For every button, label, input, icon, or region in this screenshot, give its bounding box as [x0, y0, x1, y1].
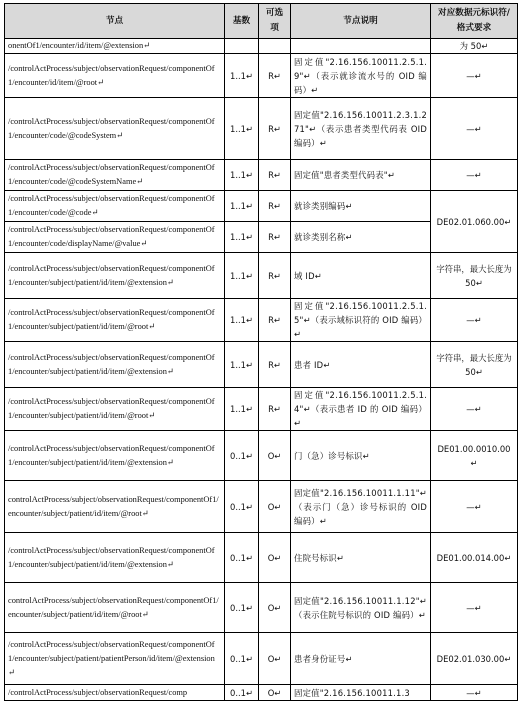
node-description: 域 ID↵ — [291, 253, 431, 299]
format-requirement: DE01.00.014.00↵ — [431, 533, 518, 583]
node-path: controlActProcess/subject/observationRequest/componentOf1/encounter/subject/patient/id/item/@root↵ — [5, 583, 225, 633]
table-row — [5, 342, 518, 388]
format-requirement: —↵ — [431, 299, 518, 342]
optionality: R↵ — [259, 191, 291, 222]
format-requirement: —↵ — [431, 98, 518, 160]
header-cardinality: 基数 — [225, 4, 259, 39]
table-row — [5, 160, 518, 191]
cardinality: 1..1↵ — [225, 342, 259, 388]
spec-table-container — [4, 3, 518, 701]
format-requirement: —↵ — [431, 54, 518, 98]
cardinality: 1..1↵ — [225, 222, 259, 253]
table-row — [5, 583, 518, 633]
node-description: 固定值"2.16.156.10011.2.5.1.9"↵（表示就诊流水号的 OID 编码）↵ — [291, 54, 431, 98]
optionality — [259, 39, 291, 54]
format-requirement: DE02.01.060.00↵ — [431, 191, 518, 253]
node-path: /controlActProcess/subject/observationRequest/componentOf1/encounter/code/@code↵ — [5, 191, 225, 222]
node-path: /controlActProcess/subject/observationRequest/componentOf1/encounter/subject/patient/id/item/@root↵ — [5, 388, 225, 431]
node-description — [291, 39, 431, 54]
optionality: O↵ — [259, 685, 291, 701]
table-row — [5, 633, 518, 685]
node-path: /controlActProcess/subject/observationRequest/comp — [5, 685, 225, 701]
node-path: controlActProcess/subject/observationRequest/componentOf1/encounter/subject/patient/id/item/@root↵ — [5, 481, 225, 533]
node-path: /controlActProcess/subject/observationRequest/componentOf1/encounter/subject/patient/id/item/@extension↵ — [5, 533, 225, 583]
optionality: O↵ — [259, 533, 291, 583]
node-description: 固定值"2.16.156.10011.1.12"↵（表示住院号标识的 OID 编码）↵ — [291, 583, 431, 633]
node-path: /controlActProcess/subject/observationRequest/componentOf1/encounter/code/@codeSystem↵ — [5, 98, 225, 160]
header-format: 对应数据元标识符/格式要求 — [431, 4, 518, 39]
cardinality: 1..1↵ — [225, 160, 259, 191]
table-row — [5, 431, 518, 481]
optionality: O↵ — [259, 633, 291, 685]
cardinality: 1..1↵ — [225, 54, 259, 98]
node-spec-table — [4, 3, 518, 701]
table-header-row — [5, 4, 518, 39]
node-path: /controlActProcess/subject/observationRequest/componentOf1/encounter/subject/patient/id/item/@extension↵ — [5, 253, 225, 299]
node-path: /controlActProcess/subject/observationRequest/componentOf1/encounter/code/displayName/@value↵ — [5, 222, 225, 253]
format-requirement: —↵ — [431, 685, 518, 701]
table-row — [5, 533, 518, 583]
optionality: R↵ — [259, 54, 291, 98]
node-path: /controlActProcess/subject/observationRequest/componentOf1/encounter/subject/patient/id/item/@root↵ — [5, 299, 225, 342]
node-path: onentOf1/encounter/id/item/@extension↵ — [5, 39, 225, 54]
header-optional: 可选项 — [259, 4, 291, 39]
node-description: 住院号标识↵ — [291, 533, 431, 583]
table-row — [5, 253, 518, 299]
table-row — [5, 685, 518, 701]
optionality: R↵ — [259, 388, 291, 431]
node-description: 固定值"患者类型代码表"↵ — [291, 160, 431, 191]
table-row — [5, 98, 518, 160]
node-description: 就诊类别名称↵ — [291, 222, 431, 253]
table-row — [5, 388, 518, 431]
optionality: R↵ — [259, 222, 291, 253]
cardinality: 1..1↵ — [225, 98, 259, 160]
cardinality: 0..1↵ — [225, 583, 259, 633]
node-description: 固定值"2.16.156.10011.2.3.1.271"↵（表示患者类型代码表 OID 编码）↵ — [291, 98, 431, 160]
node-description: 就诊类别编码↵ — [291, 191, 431, 222]
format-requirement: —↵ — [431, 388, 518, 431]
cardinality: 0..1↵ — [225, 533, 259, 583]
table-row — [5, 39, 518, 54]
node-path: /controlActProcess/subject/observationRequest/componentOf1/encounter/subject/patient/id/item/@extension↵ — [5, 431, 225, 481]
node-path: /controlActProcess/subject/observationRequest/componentOf1/encounter/subject/patient/id/item/@extension↵ — [5, 342, 225, 388]
cardinality: 1..1↵ — [225, 191, 259, 222]
cardinality: 1..1↵ — [225, 253, 259, 299]
node-description: 固定值"2.16.156.10011.1.11"↵（表示门（急）诊号标识的 OID 编码）↵ — [291, 481, 431, 533]
format-requirement: 字符串，最大长度为 50↵ — [431, 342, 518, 388]
format-requirement: —↵ — [431, 481, 518, 533]
cardinality: 0..1↵ — [225, 633, 259, 685]
header-node: 节点 — [5, 4, 225, 39]
optionality: R↵ — [259, 299, 291, 342]
format-requirement: DE02.01.030.00↵ — [431, 633, 518, 685]
format-requirement: —↵ — [431, 160, 518, 191]
format-requirement: DE01.00.0010.00↵ — [431, 431, 518, 481]
optionality: O↵ — [259, 583, 291, 633]
format-requirement: 字符串，最大长度为 50↵ — [431, 253, 518, 299]
header-description: 节点说明 — [291, 4, 431, 39]
cardinality — [225, 39, 259, 54]
optionality: R↵ — [259, 98, 291, 160]
cardinality: 0..1↵ — [225, 685, 259, 701]
cardinality: 0..1↵ — [225, 431, 259, 481]
node-description: 固定值"2.16.156.10011.1.3 — [291, 685, 431, 701]
node-description: 患者身份证号↵ — [291, 633, 431, 685]
table-row — [5, 299, 518, 342]
node-description: 门（急）诊号标识↵ — [291, 431, 431, 481]
cardinality: 1..1↵ — [225, 388, 259, 431]
cardinality: 0..1↵ — [225, 481, 259, 533]
node-description: 患者 ID↵ — [291, 342, 431, 388]
format-requirement: —↵ — [431, 583, 518, 633]
cardinality: 1..1↵ — [225, 299, 259, 342]
node-path: /controlActProcess/subject/observationRequest/componentOf1/encounter/subject/patient/patientPerson/id/item/@extension↵ — [5, 633, 225, 685]
optionality: O↵ — [259, 481, 291, 533]
optionality: O↵ — [259, 431, 291, 481]
node-description: 固定值"2.16.156.10011.2.5.1.4"↵（表示患者 ID 的 OID 编码）↵ — [291, 388, 431, 431]
optionality: R↵ — [259, 160, 291, 191]
table-row — [5, 481, 518, 533]
optionality: R↵ — [259, 253, 291, 299]
table-row — [5, 54, 518, 98]
node-path: /controlActProcess/subject/observationRequest/componentOf1/encounter/id/item/@root↵ — [5, 54, 225, 98]
optionality: R↵ — [259, 342, 291, 388]
node-path: /controlActProcess/subject/observationRequest/componentOf1/encounter/code/@codeSystemName↵ — [5, 160, 225, 191]
format-requirement: 为 50↵ — [431, 39, 518, 54]
node-description: 固定值"2.16.156.10011.2.5.1.5"↵（表示域标识符的 OID 编码）↵ — [291, 299, 431, 342]
table-row — [5, 191, 518, 222]
